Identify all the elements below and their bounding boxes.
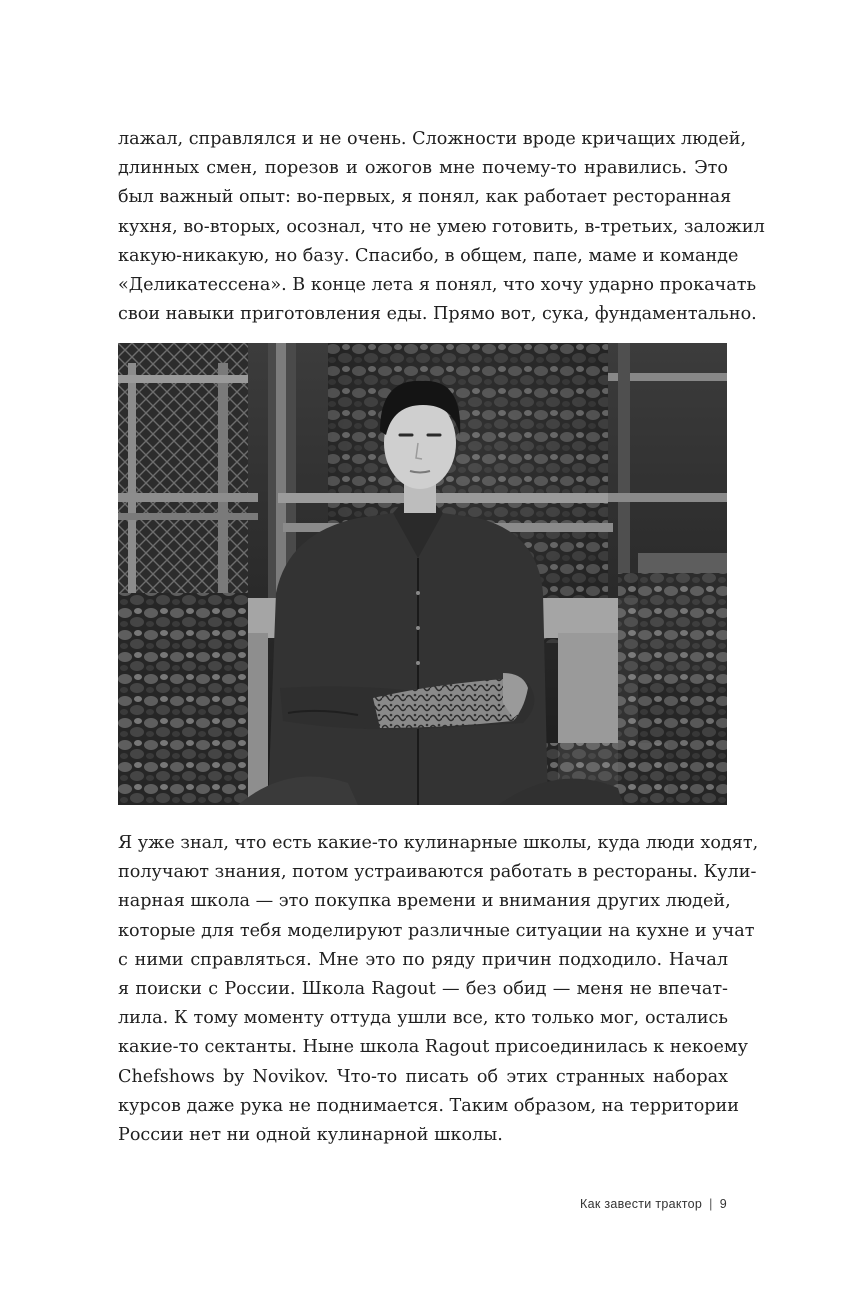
portrait-photo xyxy=(118,343,727,805)
text-line-last: России нет ни одной кулинарной школы. xyxy=(118,1124,503,1145)
text-line: нарная школа — это покупка времени и внимания других людей, xyxy=(118,891,731,912)
text-line: с ними справляться. Мне это по ряду причин подходило. Начал xyxy=(118,949,728,970)
portrait-photo-illustration xyxy=(118,343,727,805)
text-line: свои навыки приготовления еды. Прямо вот, сука, фундаментально. xyxy=(118,304,757,325)
paragraph-bottom xyxy=(118,829,759,1150)
text-line: Chefshows by Novikov. Что-то писать об этих странных наборах xyxy=(118,1066,728,1087)
text-line: «Деликатессена». В конце лета я понял, что хочу ударно прокачать xyxy=(118,274,757,295)
text-line: я поиски с России. Школа Ragout — без обид — меня не впечат- xyxy=(118,978,728,999)
paragraph-top xyxy=(118,125,765,329)
text-line: длинных смен, порезов и ожогов мне почему-то нравились. Это xyxy=(118,158,728,179)
text-line: Я уже знал, что есть какие-то кулинарные школы, куда люди ходят, xyxy=(118,833,759,853)
text-line: кухня, во-вторых, осознал, что не умею готовить, в-третьих, заложил xyxy=(118,216,765,237)
text-line: лажал, справлялся и не очень. Сложности вроде кричащих людей, xyxy=(118,129,747,149)
text-line: курсов даже рука не поднимается. Таким образом, на территории xyxy=(118,1095,740,1116)
text-line: которые для тебя моделируют различные ситуации на кухне и учат xyxy=(118,920,755,941)
text-line: какую-никакую, но базу. Спасибо, в общем, папе, маме и команде xyxy=(118,245,739,266)
footer-separator: | xyxy=(709,1197,713,1211)
text-line: какие-то сектанты. Ныне школа Ragout присоединилась к некоему xyxy=(118,1037,748,1058)
running-footer xyxy=(580,1197,727,1211)
text-line: получают знания, потом устраиваются работать в рестораны. Кули- xyxy=(118,862,757,883)
text-line: лила. К тому моменту оттуда ушли все, кто только мог, остались xyxy=(118,1008,728,1029)
text-line: был важный опыт: во-первых, я понял, как работает ресторанная xyxy=(118,187,732,208)
page-number: 9 xyxy=(719,1197,727,1211)
footer-title: Как завести трактор xyxy=(580,1197,703,1211)
